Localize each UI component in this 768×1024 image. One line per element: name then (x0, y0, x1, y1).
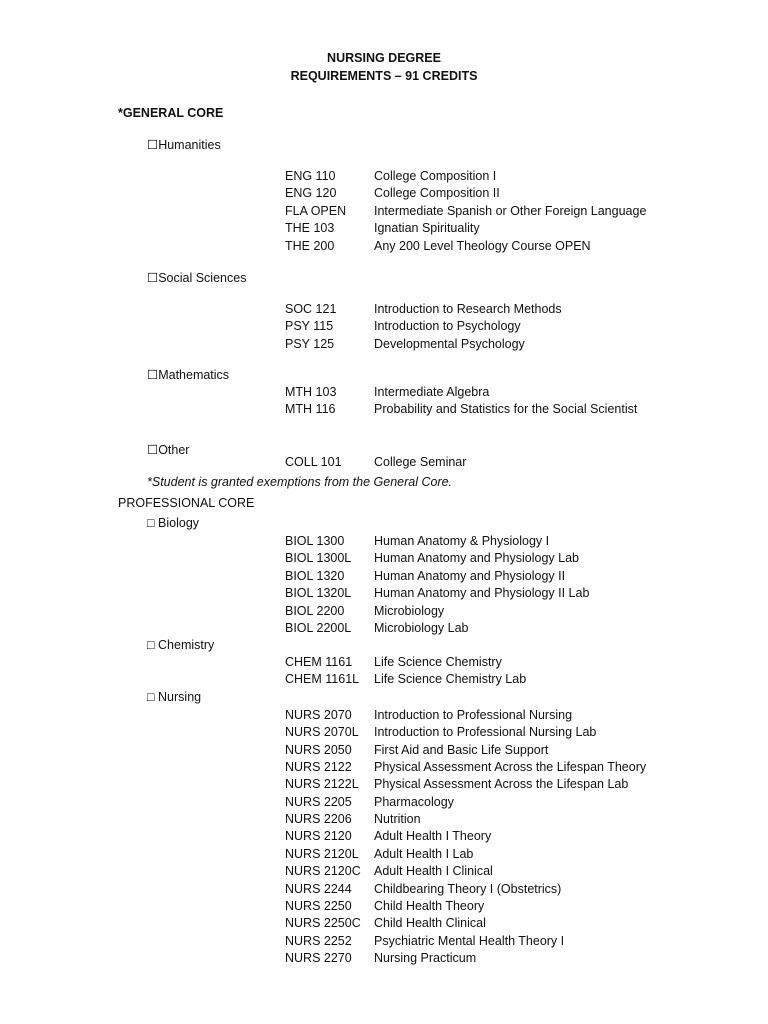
course-name: Physical Assessment Across the Lifespan Lab (374, 777, 629, 792)
group-label-biology: □ Biology (147, 516, 200, 530)
course-code: NURS 2070L (285, 725, 359, 740)
title-line-1: NURSING DEGREE (327, 51, 441, 65)
course-code: NURS 2205 (285, 794, 352, 809)
course-name: Intermediate Algebra (374, 385, 490, 399)
course-name: Physical Assessment Across the Lifespan Theory (374, 760, 647, 775)
group-label-other: ☐Other (147, 443, 190, 457)
course-code: MTH 116 (285, 402, 336, 417)
course-name: Adult Health I Theory (374, 829, 492, 844)
course-code: BIOL 1300L (285, 551, 352, 566)
course-code: COLL 101 (285, 455, 342, 469)
group-label-mathematics: ☐Mathematics (147, 368, 230, 382)
course-name: Introduction to Research Methods (374, 302, 562, 316)
professional-core-heading: PROFESSIONAL CORE (118, 496, 255, 510)
group-label-humanities: ☐Humanities (147, 138, 221, 152)
course-name: Adult Health I Lab (374, 846, 474, 861)
title-line-2: REQUIREMENTS – 91 CREDITS (290, 69, 478, 83)
course-code: NURS 2050 (285, 742, 352, 757)
course-code: PSY 125 (285, 336, 335, 351)
course-code: ENG 110 (285, 169, 336, 183)
course-name: Psychiatric Mental Health Theory I (374, 933, 565, 948)
course-code: ENG 120 (285, 186, 337, 201)
course-code: SOC 121 (285, 302, 337, 316)
course-name: Nutrition (374, 812, 421, 827)
course-code: NURS 2244 (285, 881, 352, 896)
course-code: CHEM 1161L (285, 672, 360, 687)
course-name: Intermediate Spanish or Other Foreign Language (374, 203, 647, 218)
group-label-nursing: □ Nursing (147, 690, 202, 704)
course-name: Human Anatomy and Physiology II Lab (374, 586, 590, 601)
course-code: MTH 103 (285, 385, 337, 399)
course-code: BIOL 1320 (285, 568, 345, 583)
course-code: CHEM 1161 (285, 655, 353, 669)
course-code: BIOL 2200L (285, 621, 352, 635)
course-code: PSY 115 (285, 319, 334, 334)
course-name: Ignatian Spirituality (374, 221, 480, 236)
course-code: THE 103 (285, 221, 335, 236)
course-code: BIOL 1320L (285, 586, 352, 601)
course-code: NURS 2206 (285, 812, 352, 827)
course-code: BIOL 2200 (285, 603, 345, 618)
course-code: NURS 2120C (285, 864, 361, 879)
course-name: First Aid and Basic Life Support (374, 742, 549, 757)
course-name: Introduction to Professional Nursing (374, 708, 573, 722)
course-name: Probability and Statistics for the Social Scientist (374, 402, 638, 417)
course-name: Microbiology Lab (374, 621, 469, 635)
course-code: NURS 2120 (285, 829, 352, 844)
course-name: Childbearing Theory I (Obstetrics) (374, 881, 562, 896)
course-code: NURS 2270 (285, 950, 352, 965)
course-code: BIOL 1300 (285, 534, 345, 548)
course-name: Child Health Clinical (374, 916, 486, 931)
course-code: NURS 2252 (285, 933, 352, 948)
course-code: NURS 2070 (285, 708, 352, 722)
course-code: NURS 2250C (285, 916, 361, 931)
course-name: College Composition I (374, 169, 497, 183)
group-label-chemistry: □ Chemistry (147, 638, 215, 652)
course-name: Introduction to Psychology (374, 319, 521, 334)
exemption-note: *Student is granted exemptions from the General Core. (147, 475, 453, 489)
general-core-heading: *GENERAL CORE (118, 106, 224, 120)
course-code: NURS 2122 (285, 760, 352, 775)
course-name: Human Anatomy and Physiology II (374, 568, 566, 583)
group-label-social-sciences: ☐Social Sciences (147, 271, 247, 285)
course-code: NURS 2120L (285, 846, 359, 861)
course-name: College Composition II (374, 186, 500, 201)
course-name: Life Science Chemistry Lab (374, 672, 527, 687)
course-name: Human Anatomy and Physiology Lab (374, 551, 579, 566)
course-code: NURS 2122L (285, 777, 359, 792)
course-code: NURS 2250 (285, 898, 352, 913)
course-name: Adult Health I Clinical (374, 864, 493, 879)
course-name: Microbiology (374, 603, 445, 618)
course-name: Nursing Practicum (374, 950, 477, 965)
course-name: Developmental Psychology (374, 336, 525, 351)
course-name: Any 200 Level Theology Course OPEN (374, 238, 591, 253)
course-code: FLA OPEN (285, 203, 347, 218)
course-name: Human Anatomy & Physiology I (374, 534, 550, 548)
course-code: THE 200 (285, 238, 335, 253)
course-name: Introduction to Professional Nursing Lab (374, 725, 597, 740)
course-name: Child Health Theory (374, 898, 485, 913)
course-name: Pharmacology (374, 794, 454, 809)
course-name: Life Science Chemistry (374, 655, 502, 669)
course-name: College Seminar (374, 455, 467, 469)
